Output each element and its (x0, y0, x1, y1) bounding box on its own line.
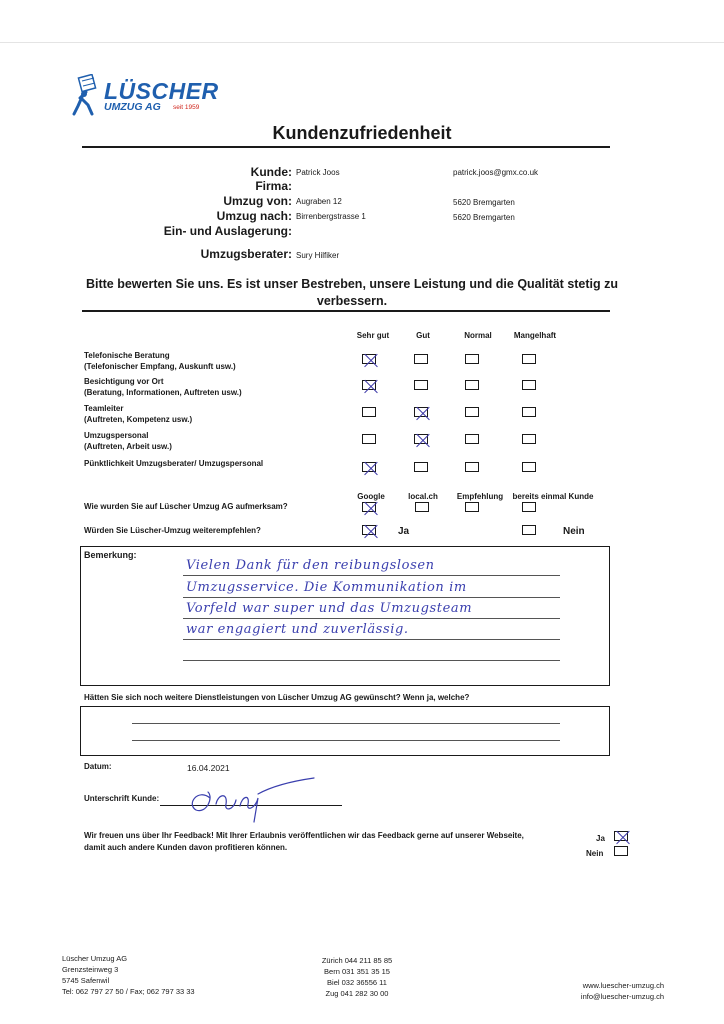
rating-checkbox-mangelhaft[interactable] (522, 462, 536, 472)
rating-checkbox-gut[interactable] (414, 434, 428, 444)
rating-row-label (84, 431, 344, 452)
umzug-nach-value: Birrenbergstrasse 1 (296, 212, 366, 221)
consent-yes-label: Ja (596, 834, 605, 843)
footer-website-link[interactable]: www.luescher-umzug.ch (582, 981, 664, 990)
rating-checkbox-sehr-gut[interactable] (362, 407, 376, 417)
col-mangelhaft: Mangelhaft (513, 331, 557, 340)
remark-handwritten-2: Umzugsservice. Die Kommunikation im (186, 580, 467, 595)
rating-row-subtitle: (Beratung, Informationen, Auftreten usw.) (84, 387, 242, 397)
rating-checkbox-mangelhaft[interactable] (522, 407, 536, 417)
opt-google: Google (357, 492, 385, 501)
footer-phone: Tel: 062 797 27 50 / Fax; 062 797 33 33 (62, 987, 195, 996)
remark-handwritten-1: Vielen Dank für den reibungslosen (186, 558, 435, 573)
opt-empfehlung: Empfehlung (456, 492, 504, 501)
col-sehr-gut: Sehr gut (356, 331, 390, 340)
footer-branch-biel: Biel 032 36556 11 (327, 978, 387, 987)
rating-checkbox-mangelhaft[interactable] (522, 380, 536, 390)
consent-line-2: damit auch andere Kunden davon profitieren können. (84, 843, 288, 852)
kunde-email: patrick.joos@gmx.co.uk (453, 168, 539, 177)
col-normal: Normal (464, 331, 492, 340)
date-label: Datum: (84, 762, 112, 771)
rating-checkbox-normal[interactable] (465, 354, 479, 364)
signature-label: Unterschrift Kunde: (84, 794, 160, 803)
logo-wordmark: LÜSCHER (104, 78, 219, 104)
rating-checkbox-mangelhaft[interactable] (522, 434, 536, 444)
remark-handwritten-4: war engagiert und zuverlässig. (186, 622, 409, 637)
recommend-yes-label: Ja (398, 526, 410, 537)
umzug-von-value: Augraben 12 (296, 197, 342, 206)
services-question: Hätten Sie sich noch weitere Dienstleistungen von Lüscher Umzug AG gewünscht? Wenn ja, welche? (84, 693, 470, 702)
opt-bereits-kunde: bereits einmal Kunde (512, 492, 594, 501)
intro-text (82, 276, 622, 310)
intro-rule (82, 310, 610, 312)
rating-checkbox-sehr-gut[interactable] (362, 380, 376, 390)
remarks-line-4 (183, 639, 560, 640)
empfehlung-checkbox[interactable] (465, 502, 479, 512)
rating-checkbox-normal[interactable] (465, 407, 479, 417)
bereits-kunde-checkbox[interactable] (522, 502, 536, 512)
source-question: Wie wurden Sie auf Lüscher Umzug AG aufmerksam? (84, 502, 288, 511)
localch-checkbox[interactable] (415, 502, 429, 512)
umzug-von-city: 5620 Bremgarten (453, 198, 515, 207)
footer-company (62, 953, 195, 997)
rating-checkbox-normal[interactable] (465, 380, 479, 390)
google-checkbox[interactable] (362, 502, 376, 512)
rating-checkbox-gut[interactable] (414, 407, 428, 417)
remarks-label: Bemerkung: (84, 550, 137, 560)
page-title: Kundenzufriedenheit (272, 123, 452, 143)
date-value: 16.04.2021 (187, 763, 230, 773)
rating-row-title: Teamleiter (84, 404, 124, 413)
recommend-no-label: Nein (563, 526, 585, 537)
rating-row-subtitle: (Telefonischer Empfang, Auskunft usw.) (84, 361, 236, 371)
services-line-1 (132, 723, 560, 724)
rating-row-label (84, 459, 344, 470)
col-gut: Gut (416, 331, 430, 340)
rating-row-subtitle: (Auftreten, Arbeit usw.) (84, 441, 172, 451)
title-rule (82, 146, 610, 148)
logo-subtitle: UMZUG AG (104, 101, 161, 113)
recommend-yes-checkbox[interactable] (362, 525, 376, 535)
rating-row-title: Umzugspersonal (84, 431, 149, 440)
rating-row-label (84, 351, 344, 372)
umzug-von-label: Umzug von: (223, 194, 292, 208)
remarks-line-5 (183, 660, 560, 661)
rating-checkbox-sehr-gut[interactable] (362, 434, 376, 444)
footer-web (548, 980, 664, 1002)
footer-city: 5745 Safenwil (62, 976, 110, 985)
berater-label: Umzugsberater: (200, 247, 292, 261)
footer-branch-bern: Bern 031 351 35 15 (324, 967, 390, 976)
signature-handwriting-icon (180, 770, 320, 828)
rating-checkbox-gut[interactable] (414, 380, 428, 390)
services-line-2 (132, 740, 560, 741)
kunde-label: Kunde: (250, 165, 292, 179)
consent-text (84, 830, 524, 854)
rating-checkbox-sehr-gut[interactable] (362, 462, 376, 472)
rating-checkbox-normal[interactable] (465, 434, 479, 444)
footer-email-link[interactable]: info@luescher-umzug.ch (580, 992, 664, 1001)
rating-row-label (84, 404, 344, 425)
logo-since: seit 1959 (173, 104, 200, 111)
page-top-edge (0, 42, 724, 43)
berater-value: Sury Hilfiker (296, 251, 340, 260)
rating-checkbox-mangelhaft[interactable] (522, 354, 536, 364)
consent-yes-checkbox[interactable] (614, 831, 628, 841)
rating-row-title: Telefonische Beratung (84, 351, 170, 360)
kunde-value: Patrick Joos (296, 168, 340, 177)
recommend-no-checkbox[interactable] (522, 525, 536, 535)
remarks-line-3 (183, 618, 560, 619)
rating-checkbox-normal[interactable] (465, 462, 479, 472)
rating-row-subtitle: (Auftreten, Kompetenz usw.) (84, 414, 193, 424)
rating-row-title: Besichtigung vor Ort (84, 377, 164, 386)
services-box[interactable] (80, 706, 610, 756)
lagerung-label: Ein- und Auslagerung: (163, 224, 292, 238)
rating-row-title: Pünktlichkeit Umzugsberater/ Umzugspersonal (84, 459, 264, 468)
rating-checkbox-gut[interactable] (414, 354, 428, 364)
footer-company-name: Lüscher Umzug AG (62, 954, 128, 963)
mover-logo-icon (70, 74, 104, 116)
footer-branches (300, 955, 414, 999)
rating-row-label (84, 377, 344, 398)
recommend-question: Würden Sie Lüscher-Umzug weiterempfehlen? (84, 526, 261, 535)
remarks-line-2 (183, 597, 560, 598)
firma-label: Firma: (255, 179, 292, 193)
remark-handwritten-3: Vorfeld war super und das Umzugsteam (186, 601, 473, 616)
consent-no-checkbox[interactable] (614, 846, 628, 856)
footer-branch-zug: Zug 041 282 30 00 (325, 989, 389, 998)
umzug-nach-label: Umzug nach: (216, 209, 292, 223)
intro-line-2: verbessern. (316, 294, 388, 308)
rating-checkbox-sehr-gut[interactable] (362, 354, 376, 364)
consent-no-label: Nein (586, 849, 604, 858)
consent-line-1: Wir freuen uns über Ihr Feedback! Mit Ihrer Erlaubnis veröffentlichen wir das Feedback gerne auf unserer Webseite, (84, 831, 524, 840)
opt-localch: local.ch (408, 492, 438, 501)
footer-street: Grenzsteinweg 3 (62, 965, 119, 974)
rating-checkbox-gut[interactable] (414, 462, 428, 472)
umzug-nach-city: 5620 Bremgarten (453, 213, 515, 222)
footer-branch-zurich: Zürich 044 211 85 85 (321, 956, 393, 965)
remarks-line-1 (183, 575, 560, 576)
intro-line-1: Bitte bewerten Sie uns. Es ist unser Bestreben, unsere Leistung und die Qualität stetig zu (85, 277, 619, 291)
